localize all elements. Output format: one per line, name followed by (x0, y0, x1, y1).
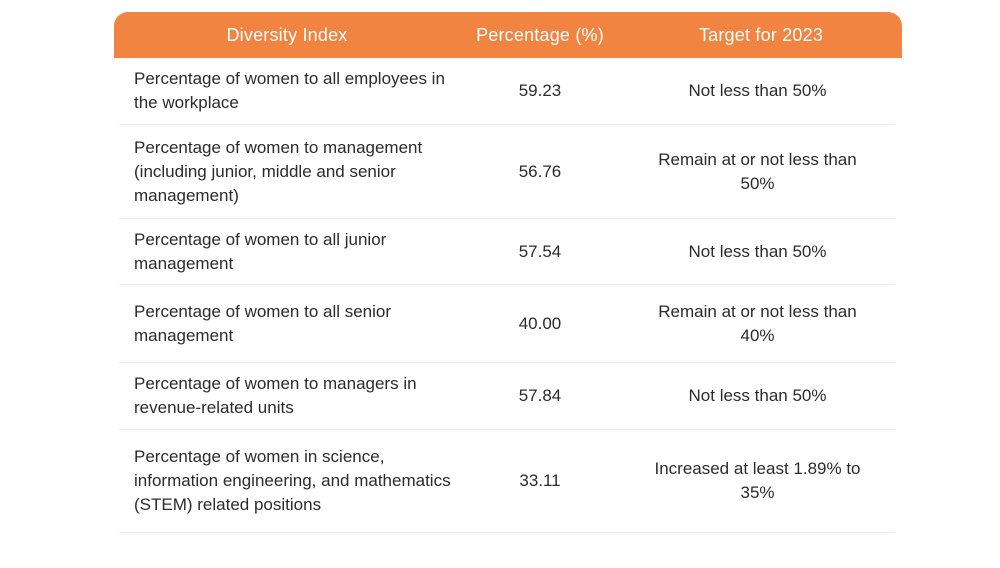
diversity-table (114, 12, 902, 533)
table-header (114, 12, 902, 58)
header-diversity-index: Diversity Index (226, 24, 348, 45)
table-row (119, 285, 895, 363)
diversity-index-cell: Percentage of women to all junior management (134, 229, 387, 273)
percentage-cell: 33.11 (519, 471, 561, 490)
table-row (119, 58, 895, 125)
header-target-2023: Target for 2023 (698, 24, 824, 45)
table-row (119, 363, 895, 430)
percentage-cell: 57.54 (518, 241, 562, 261)
target-cell: Remain at or not less than 50% (658, 149, 857, 193)
percentage-cell: 56.76 (518, 161, 562, 181)
diversity-index-cell: Percentage of women to management (including junior, middle and senior management) (134, 137, 423, 205)
table-row (119, 125, 895, 219)
diversity-index-cell: Percentage of women to managers in revenue-related units (134, 374, 417, 417)
target-cell: Not less than 50% (688, 241, 827, 261)
target-cell: Increased at least 1.89% to 35% (654, 459, 861, 502)
percentage-cell: 57.84 (518, 386, 562, 405)
target-cell: Remain at or not less than 40% (658, 301, 857, 345)
percentage-cell: 40.00 (518, 313, 562, 333)
diversity-index-cell: Percentage of women to all senior management (134, 301, 392, 345)
percentage-cell: 59.23 (518, 81, 562, 100)
target-cell: Not less than 50% (688, 81, 827, 100)
table-row (119, 219, 895, 285)
target-cell: Not less than 50% (688, 386, 827, 405)
diversity-index-cell: Percentage of women in science, information engineering, and mathematics (STEM) related positions (134, 447, 451, 514)
header-percentage: Percentage (%) (476, 24, 604, 45)
table-body (119, 58, 895, 533)
diversity-index-cell: Percentage of women to all employees in the workplace (134, 69, 445, 112)
table-row (119, 430, 895, 533)
